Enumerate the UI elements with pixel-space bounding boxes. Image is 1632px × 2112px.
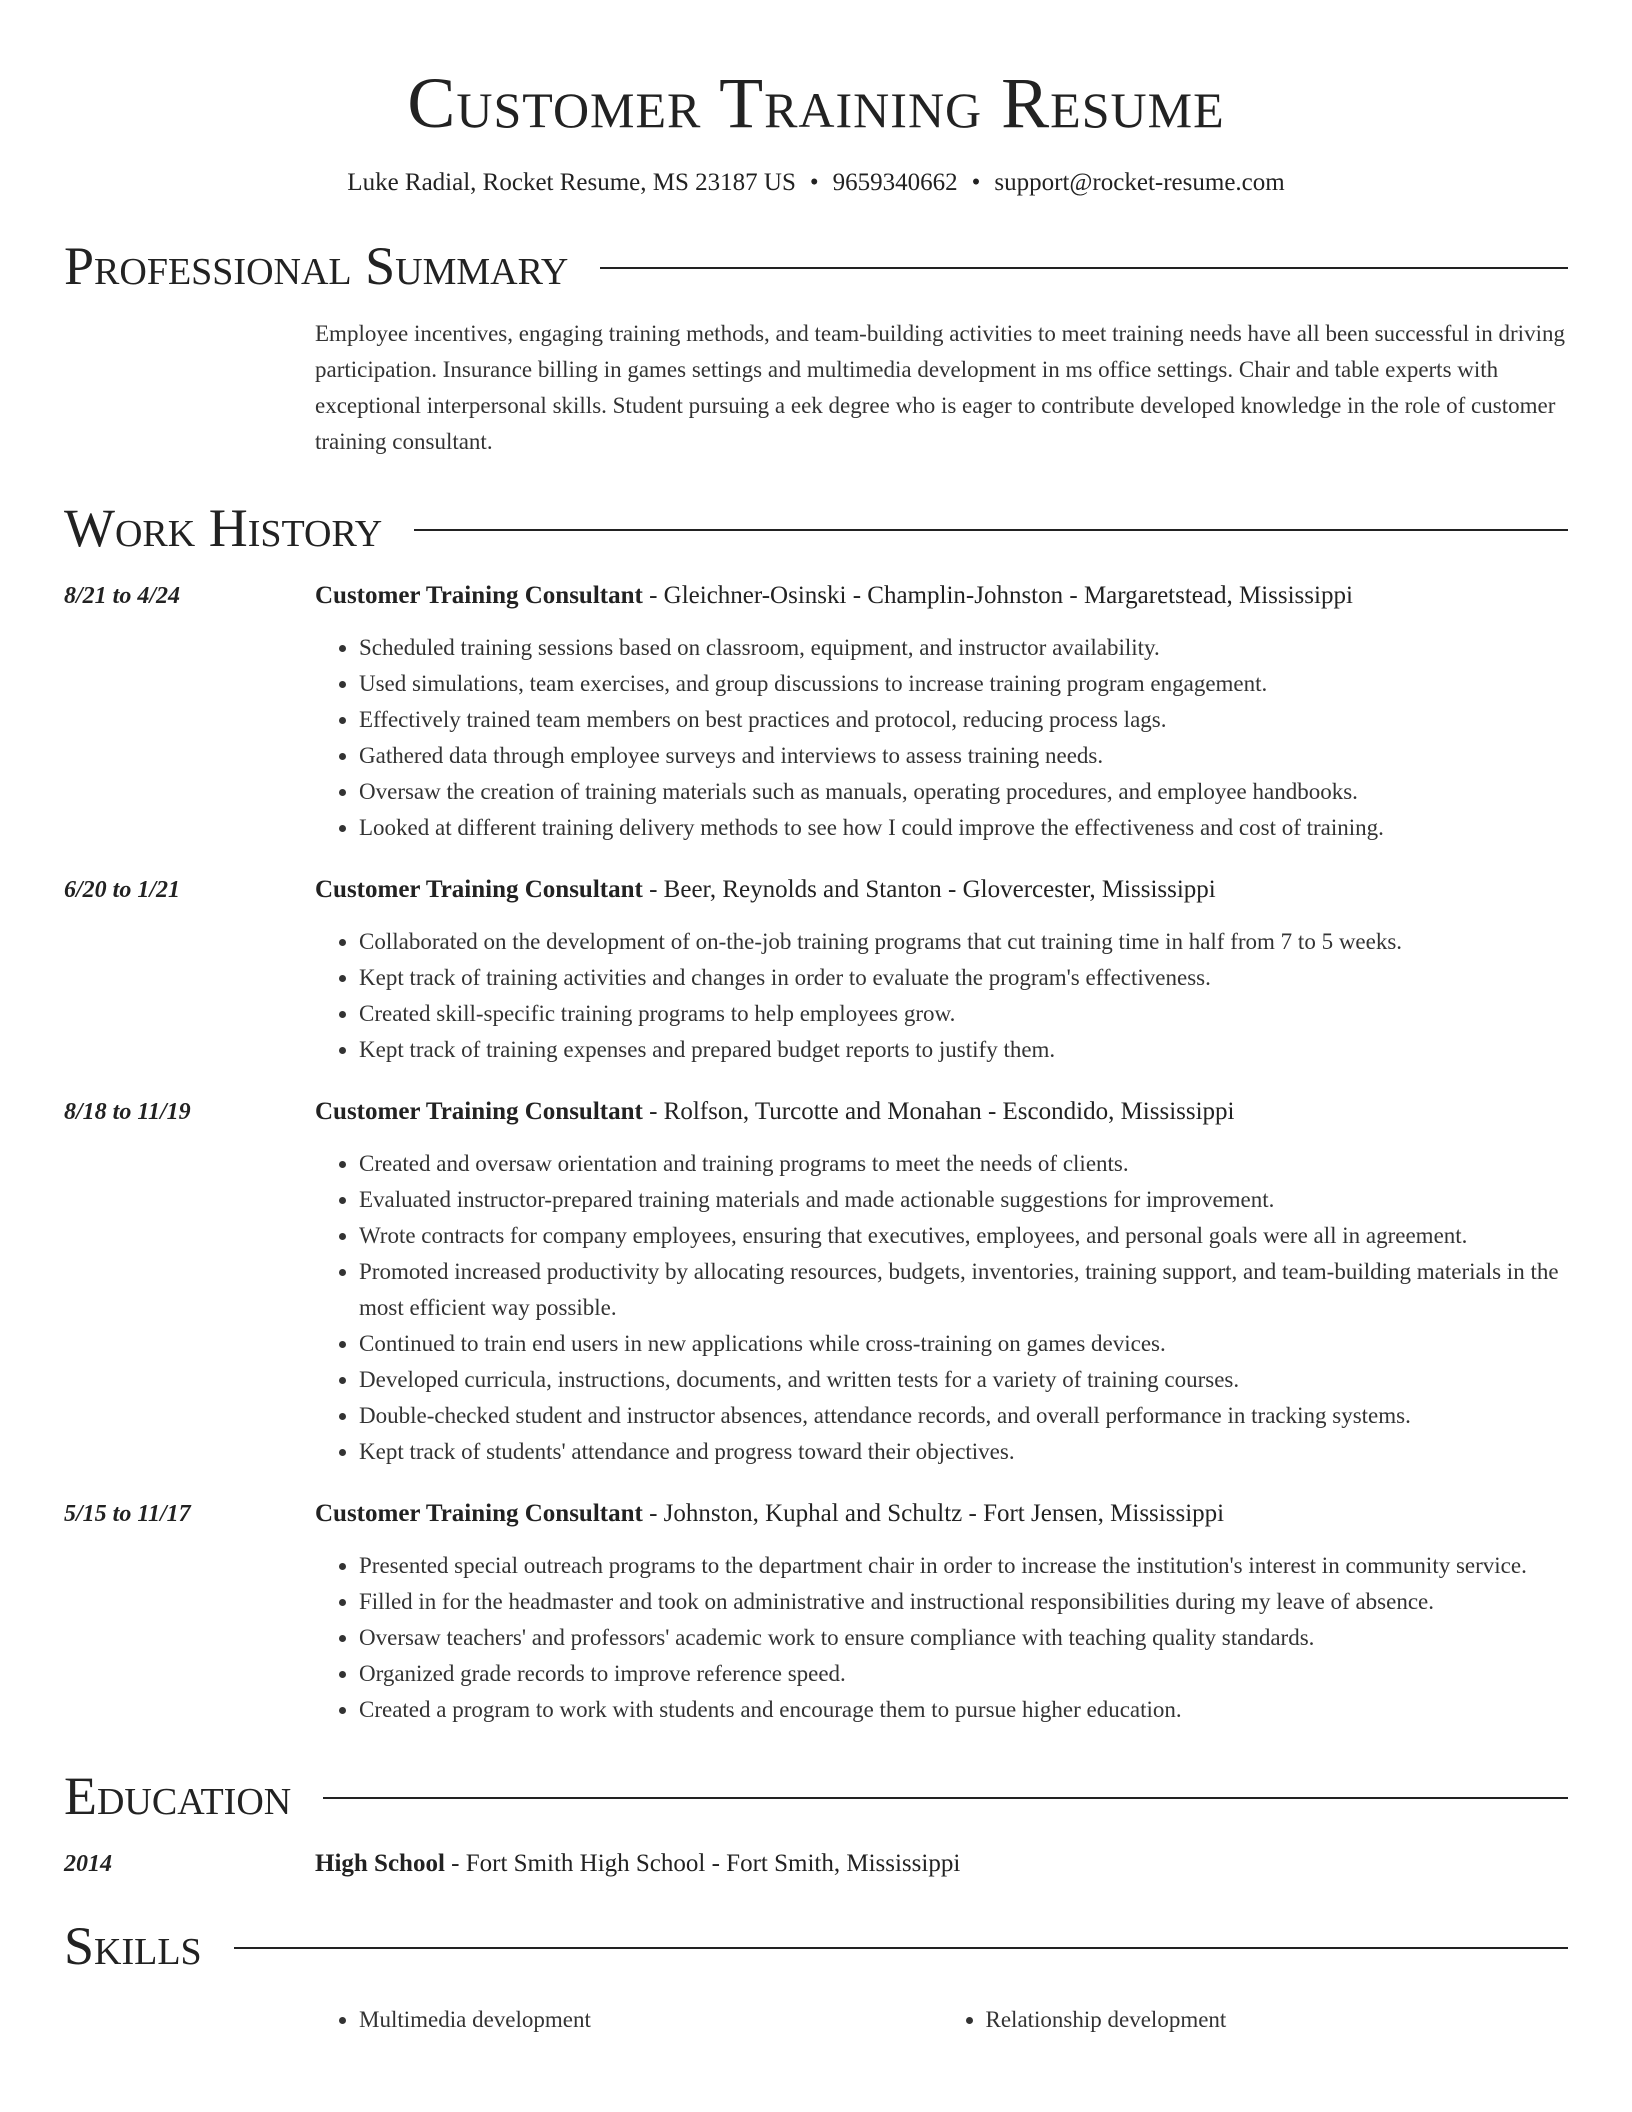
job-details: - Gleichner-Osinski - Champlin-Johnston - Margaretstead, Mississippi (642, 582, 1353, 609)
job-title: Customer Training Consultant (315, 1098, 643, 1125)
list-item: • Filled in for the headmaster and took on administrative and instructional responsibilities during my leave of absence. (359, 1584, 1568, 1620)
skill-item: • Relationship development (986, 2002, 1569, 2038)
education-details: - Fort Smith High School - Fort Smith, Mississippi (444, 1850, 961, 1877)
job-title: Customer Training Consultant (315, 1500, 643, 1527)
contact-separator: • (809, 169, 819, 196)
job-title: Customer Training Consultant (315, 582, 643, 609)
contact-phone: 9659340662 (832, 169, 958, 196)
job-heading (315, 1500, 1224, 1528)
section-divider (414, 529, 1568, 531)
job-entry (64, 582, 1568, 846)
job-details: - Beer, Reynolds and Stanton - Glovercester, Mississippi (642, 876, 1216, 903)
list-item: • Scheduled training sessions based on classroom, equipment, and instructor availability. (359, 630, 1568, 666)
list-item: • Oversaw teachers' and professors' academic work to ensure compliance with teaching quality standards. (359, 1620, 1568, 1656)
work-history-list (64, 582, 1568, 1728)
contact-separator: • (971, 169, 981, 196)
list-item: • Created skill-specific training programs to help employees grow. (359, 996, 1568, 1032)
job-dates: 8/18 to 11/19 (64, 1099, 191, 1125)
job-dates: 5/15 to 11/17 (64, 1501, 191, 1527)
skills-list (315, 2002, 1568, 2038)
section-divider (323, 1797, 1568, 1799)
summary-text: Employee incentives, engaging training methods, and team-building activities to meet training needs have all been successful in driving participation. Insurance billing in games settings and multimedia development in ms office settings. Chair and table experts with exceptional interpersonal skills. Student pursuing a eek degree who is eager to contribute developed knowledge in the role of customer training consultant. (315, 321, 1565, 454)
job-title: Customer Training Consultant (315, 876, 643, 903)
job-dates: 6/20 to 1/21 (64, 877, 181, 903)
education-entry (64, 1850, 1568, 1878)
list-item: • Created and oversaw orientation and training programs to meet the needs of clients. (359, 1146, 1568, 1182)
job-dates: 8/21 to 4/24 (64, 583, 181, 609)
job-heading (315, 582, 1353, 610)
skills-column-left (315, 2002, 942, 2038)
job-details: - Rolfson, Turcotte and Monahan - Escondido, Mississippi (642, 1098, 1235, 1125)
list-item: • Effectively trained team members on best practices and protocol, reducing process lags. (359, 702, 1568, 738)
section-divider (600, 267, 1568, 269)
section-professional-summary (64, 236, 1568, 296)
skill-item: • Multimedia development (359, 2002, 942, 2038)
education-heading (315, 1850, 960, 1878)
section-education (64, 1766, 1568, 1826)
list-item: • Presented special outreach programs to the department chair in order to increase the institution's interest in community service. (359, 1548, 1568, 1584)
list-item: • Collaborated on the development of on-the-job training programs that cut training time in half from 7 to 5 weeks. (359, 924, 1568, 960)
contact-address: Luke Radial, Rocket Resume, MS 23187 US (347, 169, 796, 196)
education-year: 2014 (64, 1851, 112, 1877)
job-details: - Johnston, Kuphal and Schultz - Fort Jensen, Mississippi (642, 1500, 1225, 1527)
section-heading: Work History (64, 498, 383, 558)
list-item: • Developed curricula, instructions, documents, and written tests for a variety of training courses. (359, 1362, 1568, 1398)
job-bullets (315, 924, 1568, 1068)
section-skills (64, 1916, 1568, 1976)
list-item: • Double-checked student and instructor absences, attendance records, and overall performance in tracking systems. (359, 1398, 1568, 1434)
section-heading: Education (64, 1766, 292, 1826)
list-item: • Wrote contracts for company employees, ensuring that executives, employees, and personal goals were all in agreement. (359, 1218, 1568, 1254)
section-divider (234, 1947, 1568, 1949)
contact-line (64, 168, 1568, 198)
resume-title: Customer Training Resume (407, 63, 1225, 143)
list-item: • Continued to train end users in new applications while cross-training on games devices. (359, 1326, 1568, 1362)
list-item: • Gathered data through employee surveys and interviews to assess training needs. (359, 738, 1568, 774)
list-item: • Kept track of training expenses and prepared budget reports to justify them. (359, 1032, 1568, 1068)
list-item: • Kept track of students' attendance and progress toward their objectives. (359, 1434, 1568, 1470)
list-item: • Created a program to work with students and encourage them to pursue higher education. (359, 1692, 1568, 1728)
job-bullets (315, 630, 1568, 846)
education-degree: High School (315, 1850, 445, 1877)
skills-column-right (942, 2002, 1569, 2038)
section-work-history (64, 498, 1568, 558)
job-entry (64, 876, 1568, 1068)
job-entry (64, 1098, 1568, 1470)
job-bullets (315, 1146, 1568, 1470)
job-heading (315, 876, 1216, 904)
list-item: • Oversaw the creation of training materials such as manuals, operating procedures, and employee handbooks. (359, 774, 1568, 810)
job-bullets (315, 1548, 1568, 1728)
list-item: • Evaluated instructor-prepared training materials and made actionable suggestions for improvement. (359, 1182, 1568, 1218)
list-item: • Organized grade records to improve reference speed. (359, 1656, 1568, 1692)
section-heading: Skills (64, 1916, 202, 1976)
contact-email[interactable]: support@rocket-resume.com (994, 169, 1285, 196)
job-heading (315, 1098, 1235, 1126)
list-item: • Kept track of training activities and changes in order to evaluate the program's effectiveness. (359, 960, 1568, 996)
section-heading: Professional Summary (64, 236, 569, 296)
list-item: • Looked at different training delivery methods to see how I could improve the effectiveness and cost of training. (359, 810, 1568, 846)
list-item: • Promoted increased productivity by allocating resources, budgets, inventories, training support, and team-building materials in the most efficient way possible. (359, 1254, 1568, 1326)
job-entry (64, 1500, 1568, 1728)
list-item: • Used simulations, team exercises, and group discussions to increase training program engagement. (359, 666, 1568, 702)
